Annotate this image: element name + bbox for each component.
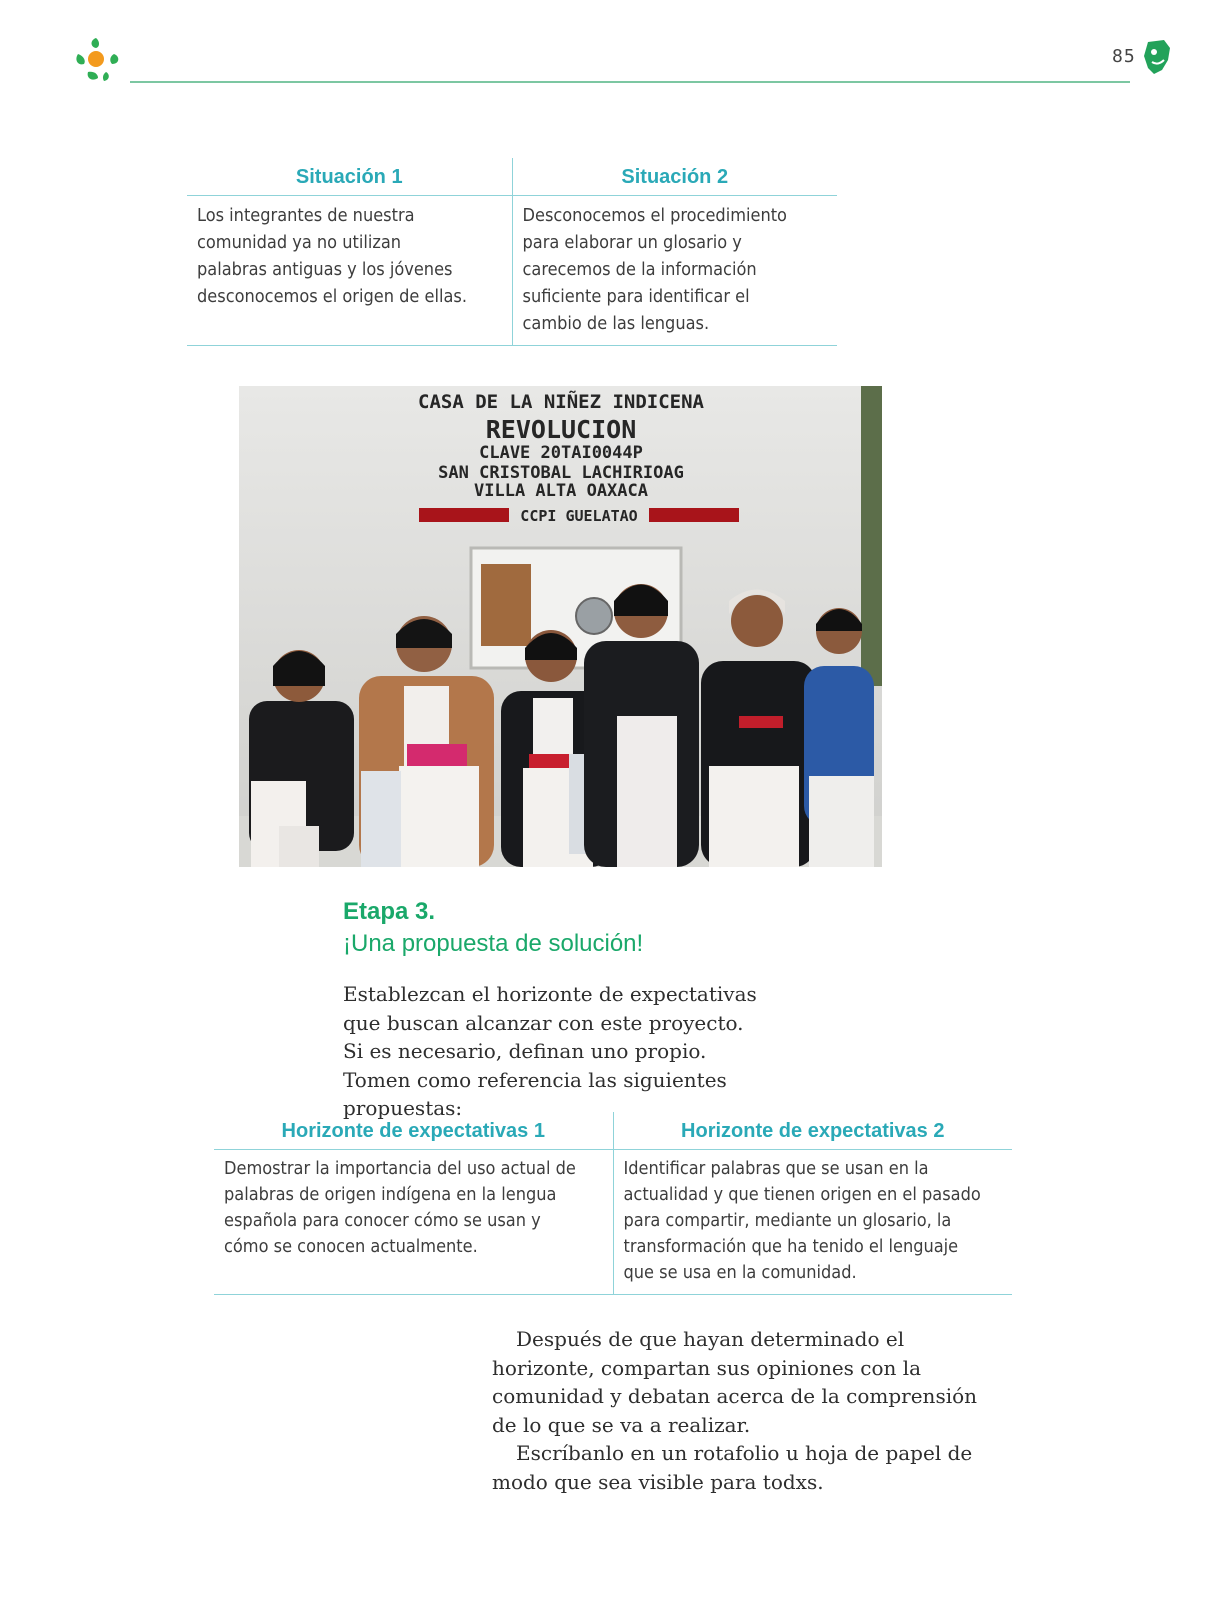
students-photo xyxy=(239,386,882,867)
etapa-subtitle: ¡Una propuesta de solución! xyxy=(343,930,644,957)
sign-line-3: CLAVE 20TAI0044P xyxy=(479,443,643,463)
flower-logo-icon xyxy=(72,34,126,84)
glyph-icon xyxy=(1142,40,1172,74)
situation-1-header: Situación 1 xyxy=(187,158,512,196)
situation-1-text: Los integrantes de nuestra comunidad ya no utilizan palabras antiguas y los jóvenes desconocemos el origen de ellas. xyxy=(187,196,512,346)
page-number: 85 xyxy=(1112,46,1136,67)
closing-text xyxy=(492,1325,1002,1496)
horizon-2-header: Horizonte de expectativas 2 xyxy=(613,1112,1012,1150)
etapa-paragraph: Establezcan el horizonte de expectativas que buscan alcanzar con este proyecto. Si es necesario, definan uno propio. Tomen como referencia las siguientes propuestas: xyxy=(343,982,757,1120)
horizon-2-text: Identificar palabras que se usan en la actualidad y que tienen origen en el pasado para compartir, mediante un glosario, la transformación que ha tenido el lenguaje que se usa en la comunidad. xyxy=(613,1150,1012,1295)
header-rule xyxy=(130,81,1130,83)
situation-2-text: Desconocemos el procedimiento para elaborar un glosario y carecemos de la información suficiente para identificar el cambio de las lenguas. xyxy=(512,196,837,346)
sign-line-2: REVOLUCION xyxy=(485,415,637,444)
horizons-table xyxy=(214,1112,1012,1295)
horizon-1-header: Horizonte de expectativas 1 xyxy=(214,1112,613,1150)
closing-paragraph-2: Escríbanlo en un rotafolio u hoja de papel de modo que sea visible para todxs. xyxy=(492,1441,973,1494)
sign-line-5: VILLA ALTA OAXACA xyxy=(474,481,648,501)
etapa-title: Etapa 3. xyxy=(343,898,436,925)
horizon-1-text: Demostrar la importancia del uso actual de palabras de origen indígena en la lengua española para conocer cómo se usan y cómo se conocen actualmente. xyxy=(214,1150,613,1295)
sign-line-1: CASA DE LA NIÑEZ INDICENA xyxy=(418,391,704,413)
sign-line-4: SAN CRISTOBAL LACHIRIOAG xyxy=(438,463,684,483)
situation-2-header: Situación 2 xyxy=(512,158,837,196)
situations-table xyxy=(187,158,837,346)
sign-line-6: CCPI GUELATAO xyxy=(520,507,638,525)
closing-paragraph-1: Después de que hayan determinado el horizonte, compartan sus opiniones con la comunidad y debatan acerca de la comprensión de lo que se va a realizar. xyxy=(492,1327,978,1437)
